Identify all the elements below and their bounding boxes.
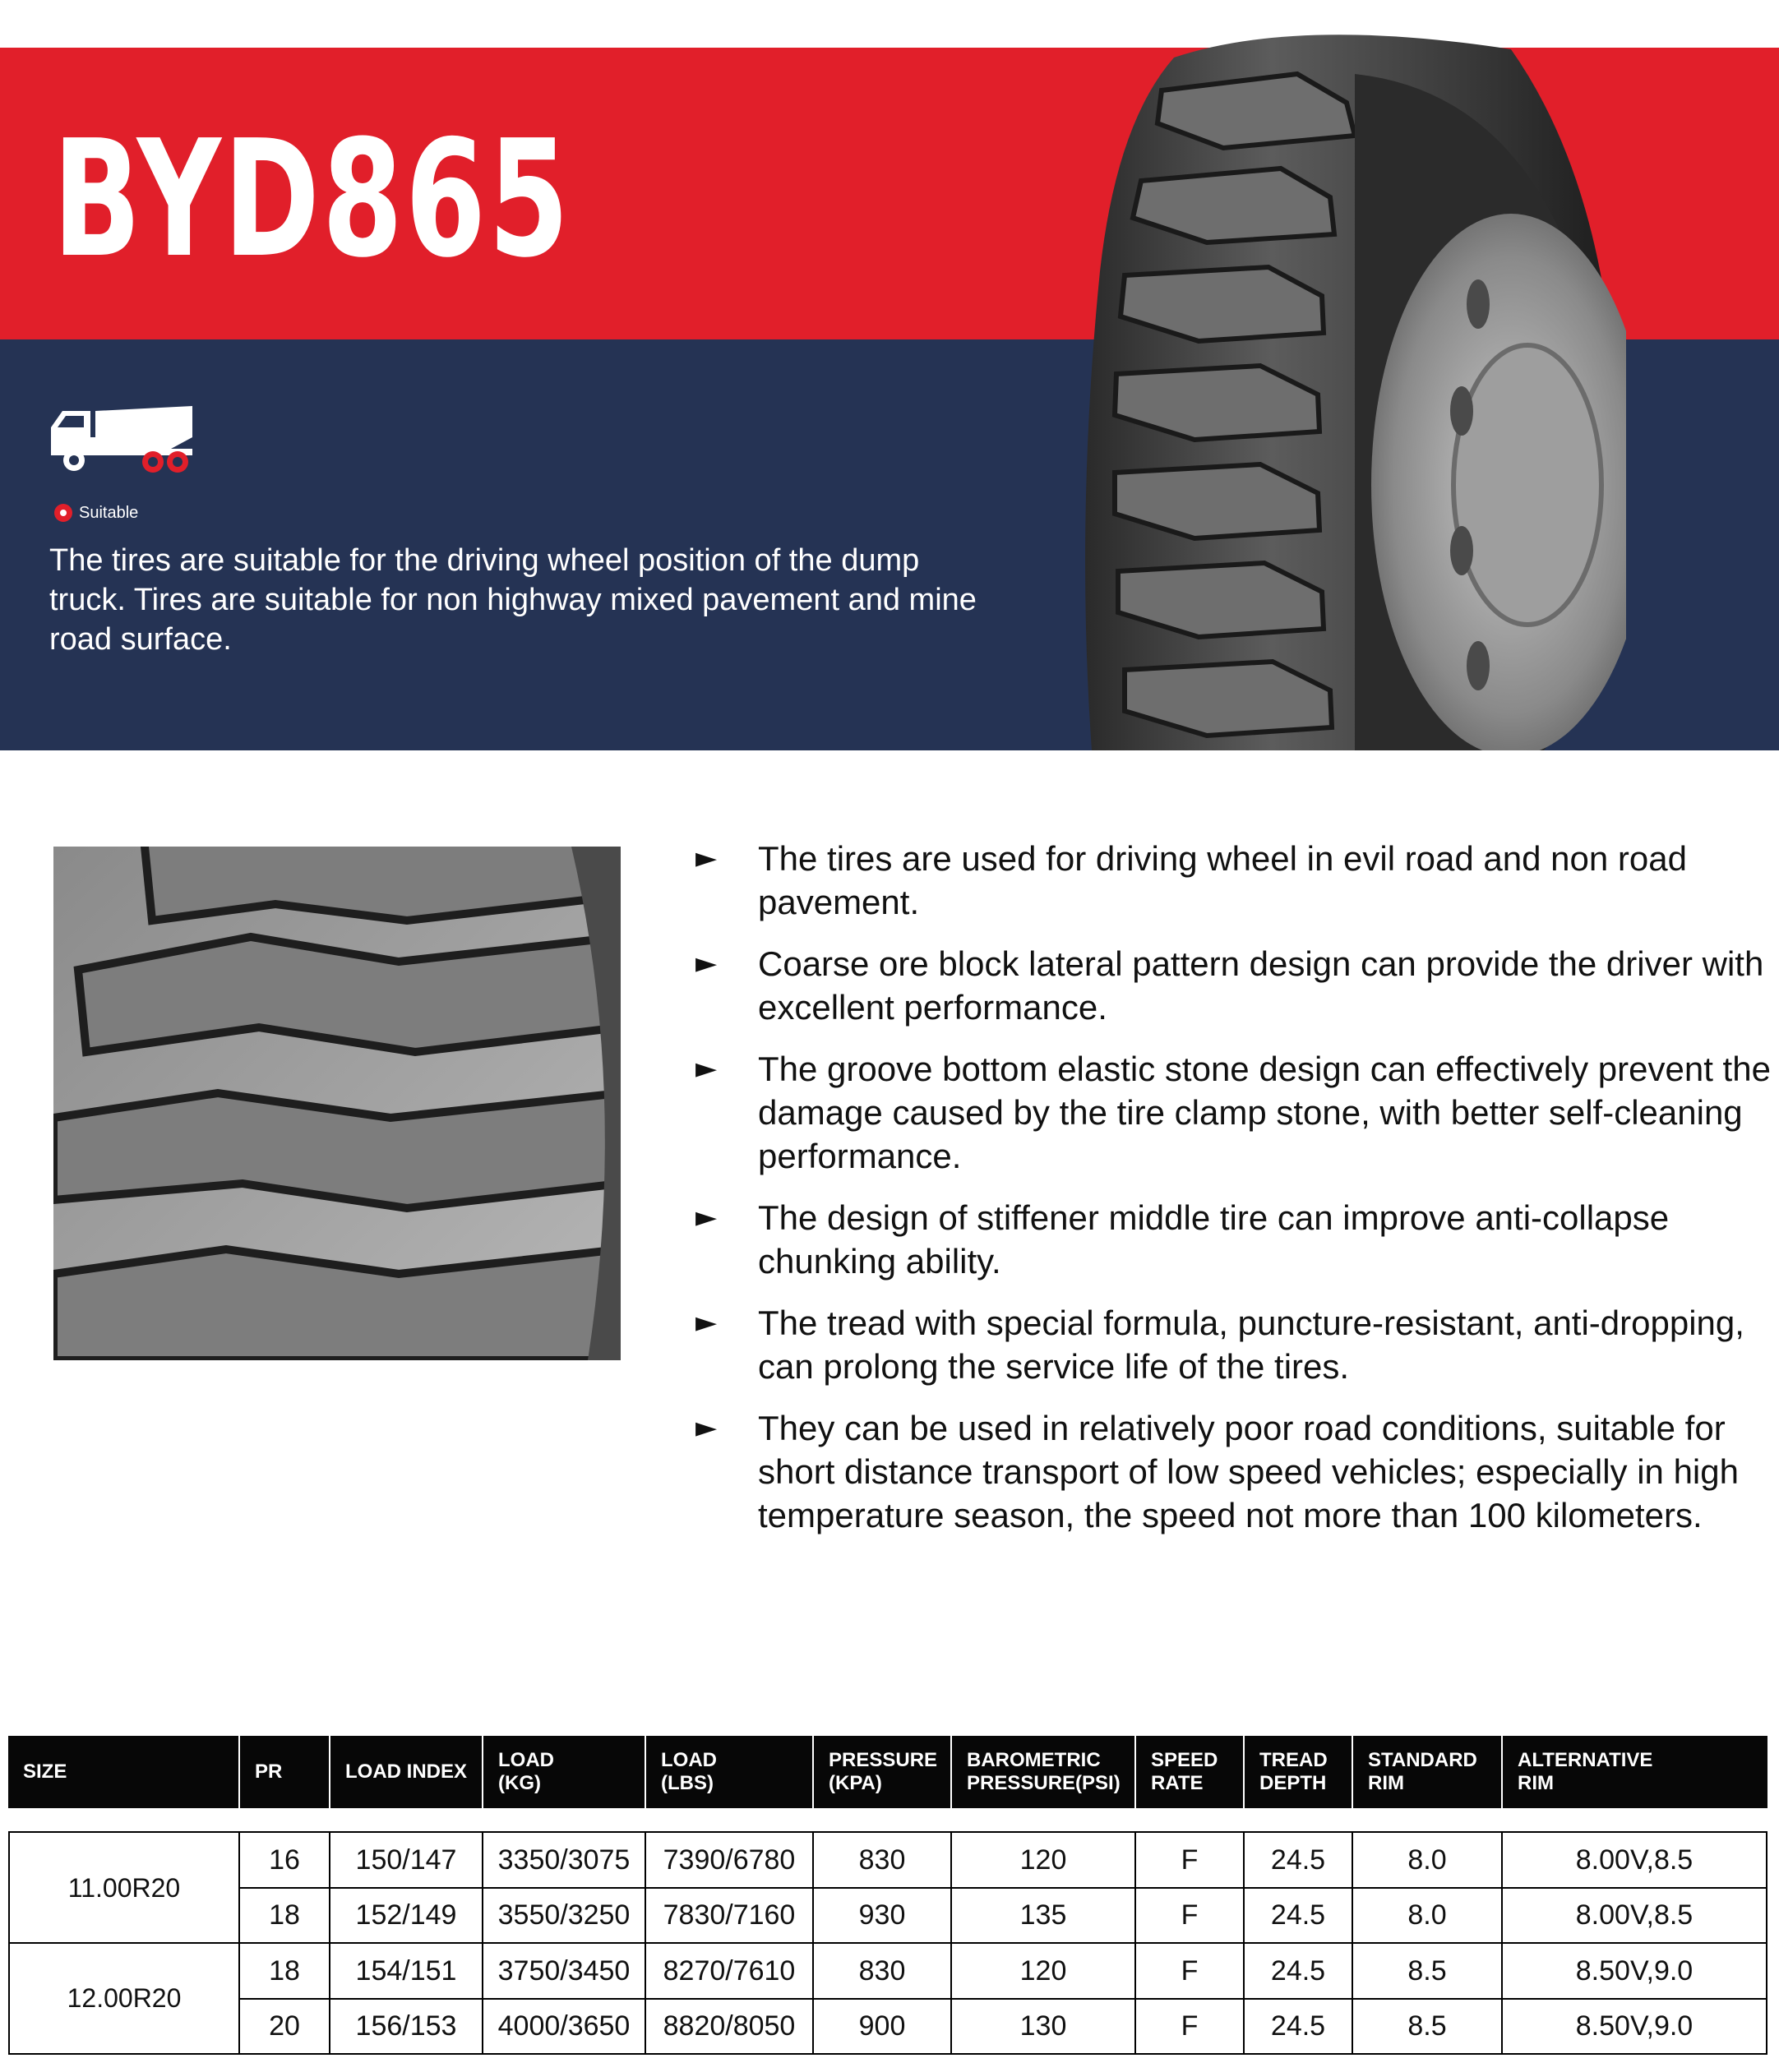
cell-load-index: 156/153 (330, 1999, 483, 2054)
model-title: BYD865 (53, 106, 572, 293)
cell-pressure: 830 (814, 1944, 952, 1999)
suitable-dot-icon (54, 504, 72, 522)
col-header-alternative-rim: ALTERNATIVE RIM (1518, 1749, 1653, 1794)
cell-load-lbs: 8820/8050 (646, 1999, 814, 2054)
tread-closeup-image (53, 847, 621, 1360)
cell-speed-rate: F (1136, 1888, 1245, 1943)
table-row (240, 1999, 1766, 2054)
cell-tread-depth: 24.5 (1245, 1888, 1353, 1943)
feature-item (695, 942, 1772, 1029)
feature-text: Coarse ore block lateral pattern design can provide the driver with excellent performance. (758, 944, 1764, 1027)
cell-pressure: 930 (814, 1888, 952, 1943)
feature-list (695, 837, 1772, 1555)
spec-table-header (8, 1736, 1767, 1808)
cell-tread-depth: 24.5 (1245, 1999, 1353, 2054)
cell-load-lbs: 8270/7610 (646, 1944, 814, 1999)
cell-pr: 18 (240, 1944, 330, 1999)
cell-load-lbs: 7390/6780 (646, 1833, 814, 1888)
dump-truck-icon (48, 401, 196, 477)
triangle-bullet-icon: ► (695, 1306, 718, 1339)
cell-pr: 18 (240, 1888, 330, 1943)
tire-hero-image (1084, 25, 1626, 750)
cell-tread-depth: 24.5 (1245, 1944, 1353, 1999)
table-row (240, 1888, 1766, 1943)
cell-alternative-rim: 8.50V,9.0 (1575, 1955, 1694, 1987)
size-cell: 11.00R20 (10, 1833, 240, 1943)
triangle-bullet-icon: ► (695, 947, 718, 980)
cell-barometric: 135 (952, 1888, 1136, 1943)
cell-load-kg: 3350/3075 (483, 1833, 646, 1888)
cell-standard-rim: 8.5 (1353, 1999, 1503, 2054)
feature-item (695, 1301, 1772, 1388)
triangle-bullet-icon: ► (695, 1411, 718, 1444)
feature-text: The tread with special formula, puncture-resistant, anti-dropping, can prolong the service life of the tires. (758, 1304, 1744, 1386)
cell-pr: 20 (240, 1999, 330, 2054)
suitable-legend (54, 501, 138, 524)
cell-speed-rate: F (1136, 1999, 1245, 2054)
cell-load-kg: 3550/3250 (483, 1888, 646, 1943)
cell-load-index: 152/149 (330, 1888, 483, 1943)
feature-text: The groove bottom elastic stone design can effectively prevent the damage caused by the tire clamp stone, with better self-cleaning performance. (758, 1050, 1771, 1175)
table-row (240, 1833, 1766, 1888)
cell-load-lbs: 7830/7160 (646, 1888, 814, 1943)
cell-standard-rim: 8.5 (1353, 1944, 1503, 1999)
feature-item (695, 1196, 1772, 1283)
cell-load-kg: 3750/3450 (483, 1944, 646, 1999)
col-header-standard-rim: STANDARD RIM (1353, 1736, 1503, 1808)
triangle-bullet-icon: ► (695, 1052, 718, 1085)
spec-table-body (8, 1831, 1767, 2055)
cell-standard-rim: 8.0 (1353, 1833, 1503, 1888)
cell-load-index: 150/147 (330, 1833, 483, 1888)
cell-standard-rim: 8.0 (1353, 1888, 1503, 1943)
cell-load-index: 154/151 (330, 1944, 483, 1999)
col-header-tread-depth: TREAD DEPTH (1245, 1736, 1353, 1808)
cell-pressure: 900 (814, 1999, 952, 2054)
header-description: The tires are suitable for the driving wheel position of the dump truck. Tires are suitable for non highway mixed pavement and mine road surface. (49, 543, 977, 657)
col-header-load-index: LOAD INDEX (330, 1736, 483, 1808)
feature-text: The tires are used for driving wheel in evil road and non road pavement. (758, 839, 1687, 921)
cell-pressure: 830 (814, 1833, 952, 1888)
cell-barometric: 120 (952, 1833, 1136, 1888)
col-header-load-kg: LOAD (KG) (483, 1736, 646, 1808)
feature-text: They can be used in relatively poor road conditions, suitable for short distance transport of low speed vehicles; especially in high temperature season, the speed not more than 100 kilometers. (758, 1409, 1739, 1534)
triangle-bullet-icon: ► (695, 842, 718, 874)
table-row (240, 1944, 1766, 1999)
col-header-size: SIZE (8, 1736, 240, 1808)
cell-load-kg: 4000/3650 (483, 1999, 646, 2054)
col-header-barometric: BAROMETRIC PRESSURE(PSI) (952, 1736, 1136, 1808)
size-cell: 12.00R20 (10, 1943, 240, 2053)
suitable-label: Suitable (79, 503, 139, 522)
feature-item (695, 1406, 1772, 1537)
cell-pr: 16 (240, 1833, 330, 1888)
feature-item (695, 837, 1772, 924)
feature-item (695, 1047, 1772, 1178)
col-header-pr: PR (240, 1736, 330, 1808)
col-header-load-lbs: LOAD (LBS) (646, 1736, 814, 1808)
cell-alternative-rim: 8.00V,8.5 (1575, 1844, 1694, 1876)
cell-alternative-rim: 8.00V,8.5 (1575, 1899, 1694, 1931)
cell-alternative-rim: 8.50V,9.0 (1575, 2010, 1694, 2042)
cell-speed-rate: F (1136, 1833, 1245, 1888)
cell-speed-rate: F (1136, 1944, 1245, 1999)
cell-barometric: 130 (952, 1999, 1136, 2054)
col-header-pressure: PRESSURE (KPA) (814, 1736, 952, 1808)
triangle-bullet-icon: ► (695, 1201, 718, 1234)
col-header-speed-rate: SPEED RATE (1136, 1736, 1245, 1808)
feature-text: The design of stiffener middle tire can improve anti-collapse chunking ability. (758, 1198, 1670, 1281)
cell-barometric: 120 (952, 1944, 1136, 1999)
cell-tread-depth: 24.5 (1245, 1833, 1353, 1888)
